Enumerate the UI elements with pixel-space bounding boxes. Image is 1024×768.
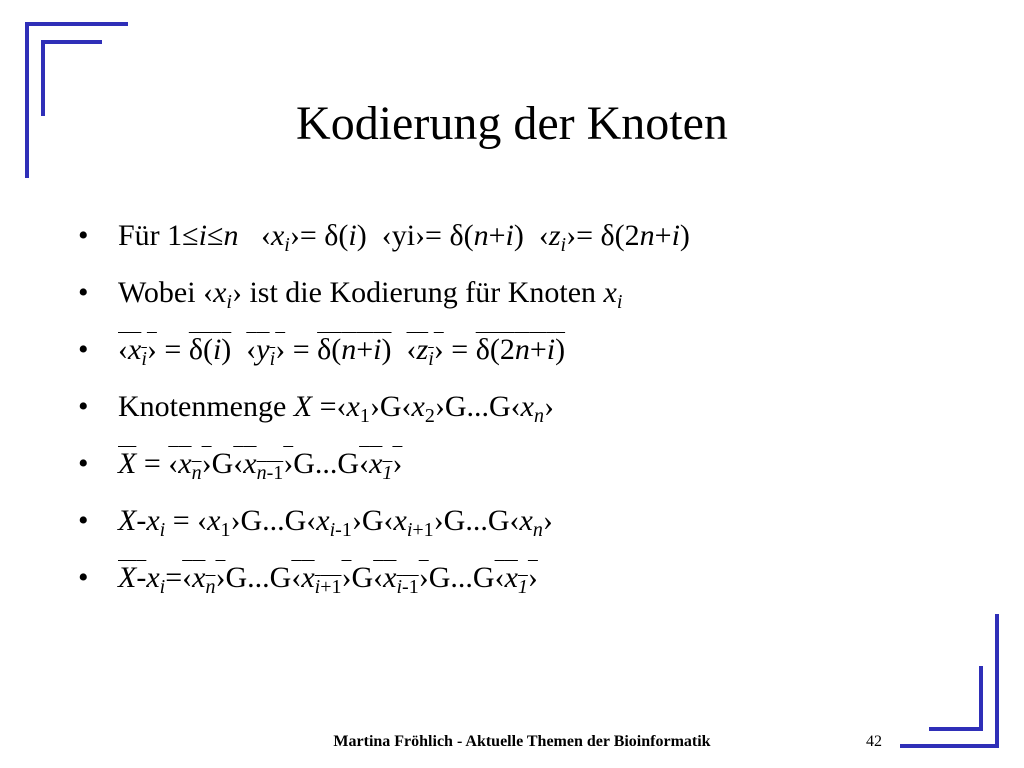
text-run: ‹ — [359, 447, 370, 480]
math-var: x — [411, 390, 425, 423]
math-var: y — [256, 333, 270, 366]
math-var: x — [369, 447, 383, 480]
subscript: i — [560, 234, 567, 256]
text-run: Knotenmenge — [118, 390, 294, 423]
text-run: Wobei ‹ — [118, 276, 214, 309]
text-run: ‹ — [168, 447, 179, 480]
bullet-item — [78, 501, 690, 558]
text-run: › — [146, 333, 157, 366]
math-var: i — [212, 333, 222, 366]
subscript: n — [205, 576, 216, 598]
text-run: ≤ — [206, 219, 224, 252]
text-run: › ist die Kodierung für Knoten — [231, 276, 604, 309]
complement-group — [233, 447, 294, 484]
subscript: -1 — [335, 519, 352, 541]
bullet-dot: • — [78, 219, 89, 252]
subscript: -1 — [402, 576, 419, 598]
complement-group — [406, 333, 444, 370]
text-run: + — [488, 219, 506, 252]
math-var: n — [639, 219, 655, 252]
math-var: x — [207, 504, 221, 537]
math-var: i — [348, 219, 357, 252]
subscript: i — [428, 348, 434, 370]
text-run: › — [418, 561, 429, 594]
slide-footer: Martina Fröhlich - Aktuelle Themen der Bioinformatik — [333, 733, 711, 750]
math-var: x — [178, 447, 192, 480]
text-run: ‹ — [182, 561, 193, 594]
math-var: x — [213, 276, 227, 309]
text-run: › — [543, 390, 554, 423]
text-run: = — [136, 447, 169, 480]
math-var: z — [416, 333, 429, 366]
frame-bottom-right-vertical-outer — [995, 614, 999, 748]
math-var: x — [301, 561, 315, 594]
math-var: x — [192, 561, 206, 594]
text-run — [392, 333, 407, 366]
math-var: i — [373, 333, 382, 366]
bullet-dot: • — [78, 390, 89, 423]
complement-group — [317, 333, 391, 366]
math-var: n — [473, 219, 489, 252]
bullet-item — [78, 273, 690, 330]
bullet-item — [78, 330, 690, 387]
text-run: Für 1≤ — [118, 219, 199, 252]
complement-group — [182, 561, 226, 598]
text-run: › — [392, 447, 403, 480]
math-var: i — [505, 219, 514, 252]
subscript: 1 — [220, 519, 231, 541]
text-run: › — [275, 333, 286, 366]
subscript: +1 — [320, 576, 342, 598]
complement-group — [359, 447, 403, 484]
subscript: i — [226, 291, 232, 313]
math-var: x — [393, 504, 407, 537]
text-run: G...G — [293, 447, 360, 480]
complement-group — [118, 333, 157, 370]
subscript: n — [191, 462, 202, 484]
frame-bottom-right-horizontal-inner — [929, 727, 983, 731]
math-var: i — [546, 333, 556, 366]
text-run: › — [542, 504, 553, 537]
text-run: ‹ — [246, 333, 257, 366]
math-var: x — [243, 447, 257, 480]
subscript: n — [256, 462, 267, 484]
math-var: x — [346, 390, 360, 423]
bullet-list — [78, 216, 690, 615]
complement-group — [476, 333, 565, 366]
text-run: = — [443, 333, 476, 366]
text-run: ›G...G‹ — [434, 390, 521, 423]
complement-group — [291, 561, 352, 598]
slide-title: Kodierung der Knoten — [296, 97, 728, 150]
bullet-dot: • — [78, 276, 89, 309]
text-run: ›G‹ — [351, 504, 394, 537]
math-var: n — [341, 333, 357, 366]
subscript: -1 — [266, 462, 284, 484]
text-run: ) — [221, 333, 232, 366]
text-run: ›G‹ — [369, 390, 412, 423]
subscript: 1 — [382, 462, 393, 484]
text-run: + — [529, 333, 547, 366]
text-run: + — [654, 219, 672, 252]
frame-top-left-horizontal-inner — [41, 40, 102, 44]
bullet-dot: • — [78, 561, 89, 594]
subscript: i — [616, 291, 623, 313]
subscript: 1 — [517, 576, 528, 598]
math-var: n — [514, 333, 530, 366]
text-run: = — [285, 333, 318, 366]
text-run: ‹ — [233, 447, 244, 480]
text-run: ›= δ( — [289, 219, 349, 252]
math-var: x — [270, 219, 285, 252]
math-var: x — [383, 561, 397, 594]
math-var: z — [548, 219, 561, 252]
text-run: ) ‹ — [513, 219, 549, 252]
math-var: i — [198, 219, 207, 252]
text-run: G — [351, 561, 374, 594]
text-run: › — [283, 447, 294, 480]
text-run: › — [215, 561, 226, 594]
subscript: 2 — [424, 405, 435, 427]
text-run: ‹ — [373, 561, 384, 594]
text-run: - — [136, 561, 147, 594]
text-run: › — [201, 447, 212, 480]
math-var: x — [519, 504, 533, 537]
text-run: = — [165, 561, 183, 594]
subscript: i — [284, 234, 290, 256]
bullet-dot: • — [78, 333, 89, 366]
text-run: δ(2 — [475, 333, 515, 366]
text-run: δ( — [188, 333, 213, 366]
text-run: = ‹ — [165, 504, 208, 537]
text-run: G — [211, 447, 234, 480]
math-var: X — [293, 390, 313, 423]
text-run: ) — [381, 333, 392, 366]
math-var: x — [128, 333, 142, 366]
text-run: ›G...G‹ — [230, 504, 317, 537]
bullet-dot: • — [78, 447, 89, 480]
subscript: i — [269, 348, 276, 370]
complement-group — [246, 333, 286, 370]
bullet-item — [78, 387, 690, 444]
text-run: ›G...G‹ — [433, 504, 520, 537]
text-run: ‹ — [238, 219, 271, 252]
text-run: ‹ — [118, 333, 128, 366]
math-var: X — [118, 504, 137, 537]
page-number: 42 — [866, 733, 882, 750]
complement-group — [373, 561, 429, 598]
math-var: $\overline{X}$ — [118, 447, 137, 480]
text-run: G...G — [225, 561, 292, 594]
complement-group — [494, 561, 538, 598]
math-var: x — [146, 561, 160, 594]
math-var: x — [316, 504, 330, 537]
math-var: n — [223, 219, 239, 252]
math-var: X — [118, 561, 137, 594]
text-run: G...G — [428, 561, 495, 594]
math-var: i — [671, 219, 680, 252]
complement-group — [118, 561, 146, 594]
subscript: +1 — [412, 519, 434, 541]
text-run: ) — [555, 333, 566, 366]
text-run: = — [156, 333, 189, 366]
math-var: x — [603, 276, 617, 309]
subscript: i — [396, 576, 403, 598]
frame-bottom-right-vertical-inner — [979, 666, 983, 731]
subscript: i — [159, 519, 166, 541]
subscript: i — [141, 348, 147, 370]
text-run: - — [136, 504, 147, 537]
text-run: =‹ — [312, 390, 347, 423]
subscript: i — [406, 519, 413, 541]
text-run: › — [527, 561, 538, 594]
text-run: ‹ — [291, 561, 302, 594]
text-run: δ( — [317, 333, 342, 366]
math-var: x — [520, 390, 534, 423]
text-run: + — [356, 333, 374, 366]
subscript: n — [533, 405, 544, 427]
math-var: x — [504, 561, 518, 594]
text-run: ‹ — [406, 333, 417, 366]
subscript: i — [314, 576, 321, 598]
text-run: ‹ — [494, 561, 505, 594]
bullet-item — [78, 444, 690, 501]
text-run: ›= δ(2 — [566, 219, 640, 252]
bullet-dot: • — [78, 504, 89, 537]
math-var: x — [146, 504, 160, 537]
complement-group — [168, 447, 212, 484]
text-run: ) ‹yi›= δ( — [356, 219, 474, 252]
text-run: ) — [679, 219, 690, 252]
text-run: › — [433, 333, 444, 366]
frame-top-left-horizontal-outer — [25, 22, 128, 26]
bullet-item — [78, 558, 690, 615]
text-run: › — [341, 561, 352, 594]
text-run — [231, 333, 246, 366]
subscript: 1 — [359, 405, 370, 427]
subscript: i — [159, 576, 166, 598]
subscript: n — [532, 519, 543, 541]
complement-group — [189, 333, 231, 366]
bullet-item — [78, 216, 690, 273]
subscript: i — [329, 519, 336, 541]
